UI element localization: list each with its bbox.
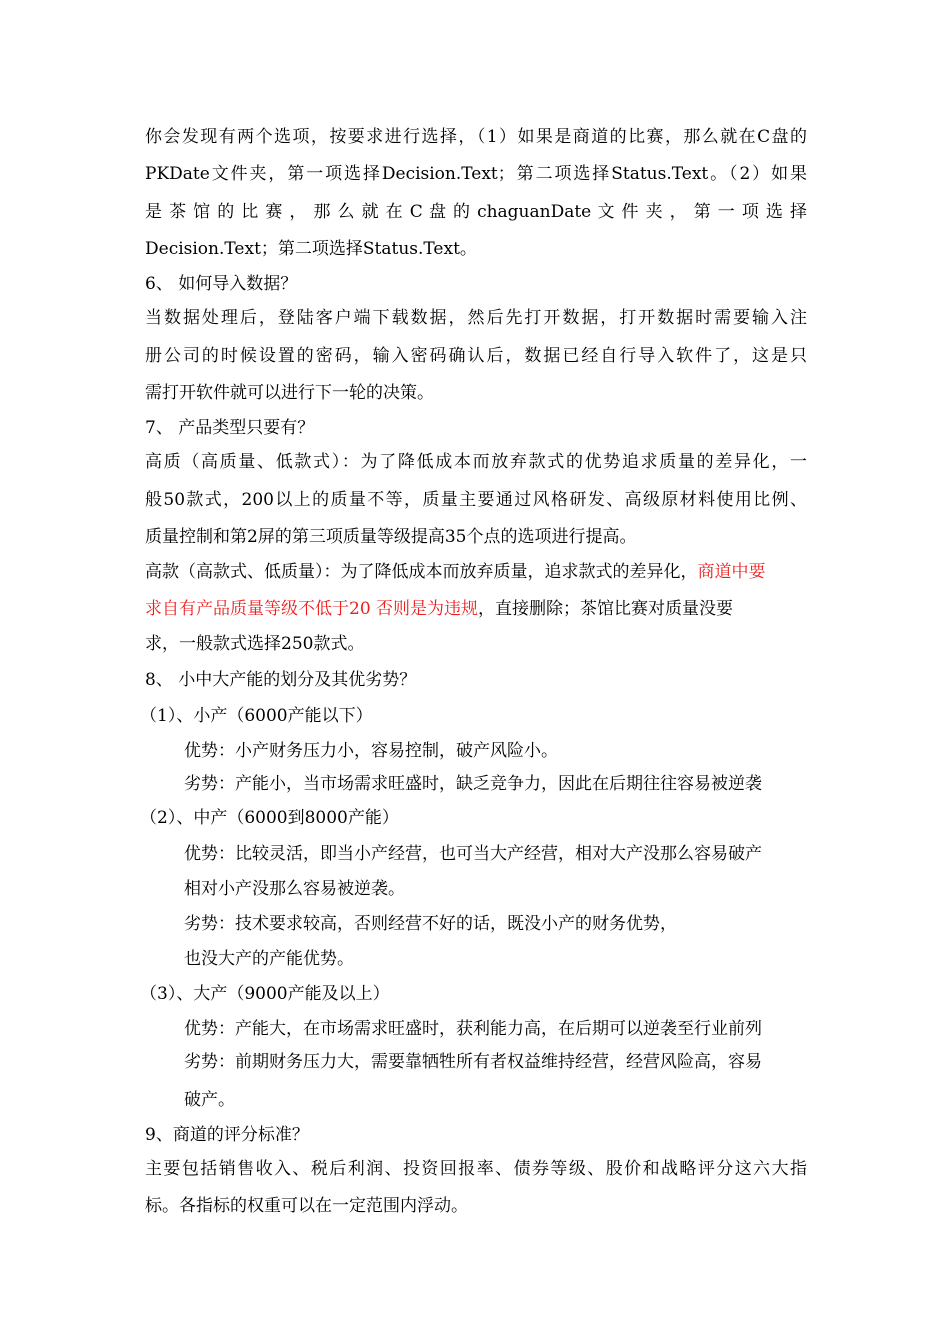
q8-small-advantage: 优势：小产财务压力小，容易控制，破产风险小。	[184, 741, 558, 761]
q6-answer-line-2: 册公司的时候设置的密码，输入密码确认后，数据已经自行导入软件了，这是只	[145, 346, 807, 366]
q7-high-style-text: 高款（高款式、低质量）：为了降低成本而放弃质量，追求款式的差异化，	[145, 562, 698, 582]
q7-high-quality-line-3: 质量控制和第2屏的第三项质量等级提高35个点的选项进行提高。	[145, 527, 637, 547]
q7-high-quality-line-1: 高质（高质量、低款式）：为了降低成本而放弃款式的优势追求质量的差异化，一	[145, 452, 807, 472]
q9-heading: 9、商道的评分标准？	[145, 1125, 309, 1145]
q7-high-style-line-3: 求，一般款式选择250款式。	[145, 634, 365, 654]
q7-red-requirement-end: 求自有产品质量等级不低于20 否则是为违规	[145, 599, 479, 619]
q6-answer-line-1: 当数据处理后，登陆客户端下载数据，然后先打开数据，打开数据时需要输入注	[145, 308, 807, 328]
q7-high-style-text-2: ，直接删除；茶馆比赛对质量没要	[478, 599, 734, 619]
options-paragraph-line-3: 是 茶 馆 的 比 赛 ， 那 么 就 在 C 盘 的 chaguanDate 文 件 夹 ， 第 一 项 选 择	[145, 202, 807, 222]
options-paragraph-line-4: Decision.Text；第二项选择Status.Text。	[145, 239, 477, 259]
q9-answer-line-1: 主要包括销售收入、税后利润、投资回报率、债券等级、股价和战略评分这六大指	[145, 1159, 807, 1179]
q6-heading: 6、 如何导入数据？	[145, 274, 298, 294]
q8-heading: 8、 小中大产能的划分及其优劣势？	[145, 670, 417, 690]
q8-medium-advantage-line-1: 优势：比较灵活，即当小产经营，也可当大产经营，相对大产没那么容易破产	[184, 844, 762, 864]
q8-medium-title: （2）、中产（6000到8000产能）	[140, 808, 399, 828]
q7-high-style-line-2	[145, 598, 807, 620]
q8-large-advantage: 优势：产能大，在市场需求旺盛时，获利能力高，在后期可以逆袭至行业前列	[184, 1019, 762, 1039]
q8-medium-disadvantage-line-1: 劣势：技术要求较高，否则经营不好的话，既没小产的财务优势，	[184, 914, 677, 934]
q8-small-title: （1）、小产（6000产能以下）	[140, 706, 373, 726]
options-paragraph-line-2: PKDate文件夹，第一项选择Decision.Text；第二项选择Status.Text。（2）如果	[145, 164, 807, 184]
q7-high-style-line-1	[145, 561, 807, 583]
q9-answer-line-2: 标。各指标的权重可以在一定范围内浮动。	[145, 1196, 468, 1216]
q8-large-disadvantage-line-1: 劣势：前期财务压力大，需要靠牺牲所有者权益维持经营，经营风险高，容易	[184, 1052, 762, 1072]
q7-heading: 7、 产品类型只要有？	[145, 418, 315, 438]
q8-large-title: （3）、大产（9000产能及以上）	[140, 984, 390, 1004]
q6-answer-line-3: 需打开软件就可以进行下一轮的决策。	[145, 383, 434, 403]
q7-red-requirement-start: 商道中要	[697, 562, 766, 582]
q8-small-disadvantage: 劣势：产能小，当市场需求旺盛时，缺乏竞争力，因此在后期往往容易被逆袭	[184, 774, 762, 794]
q8-medium-advantage-line-2: 相对小产没那么容易被逆袭。	[184, 879, 405, 899]
options-paragraph-line-1: 你会发现有两个选项，按要求进行选择，（1）如果是商道的比赛，那么就在C盘的	[145, 127, 807, 147]
q7-high-quality-line-2: 般50款式，200以上的质量不等，质量主要通过风格研发、高级原材料使用比例、	[145, 490, 807, 510]
q8-large-disadvantage-line-2: 破产。	[184, 1090, 235, 1110]
q8-medium-disadvantage-line-2: 也没大产的产能优势。	[184, 949, 354, 969]
